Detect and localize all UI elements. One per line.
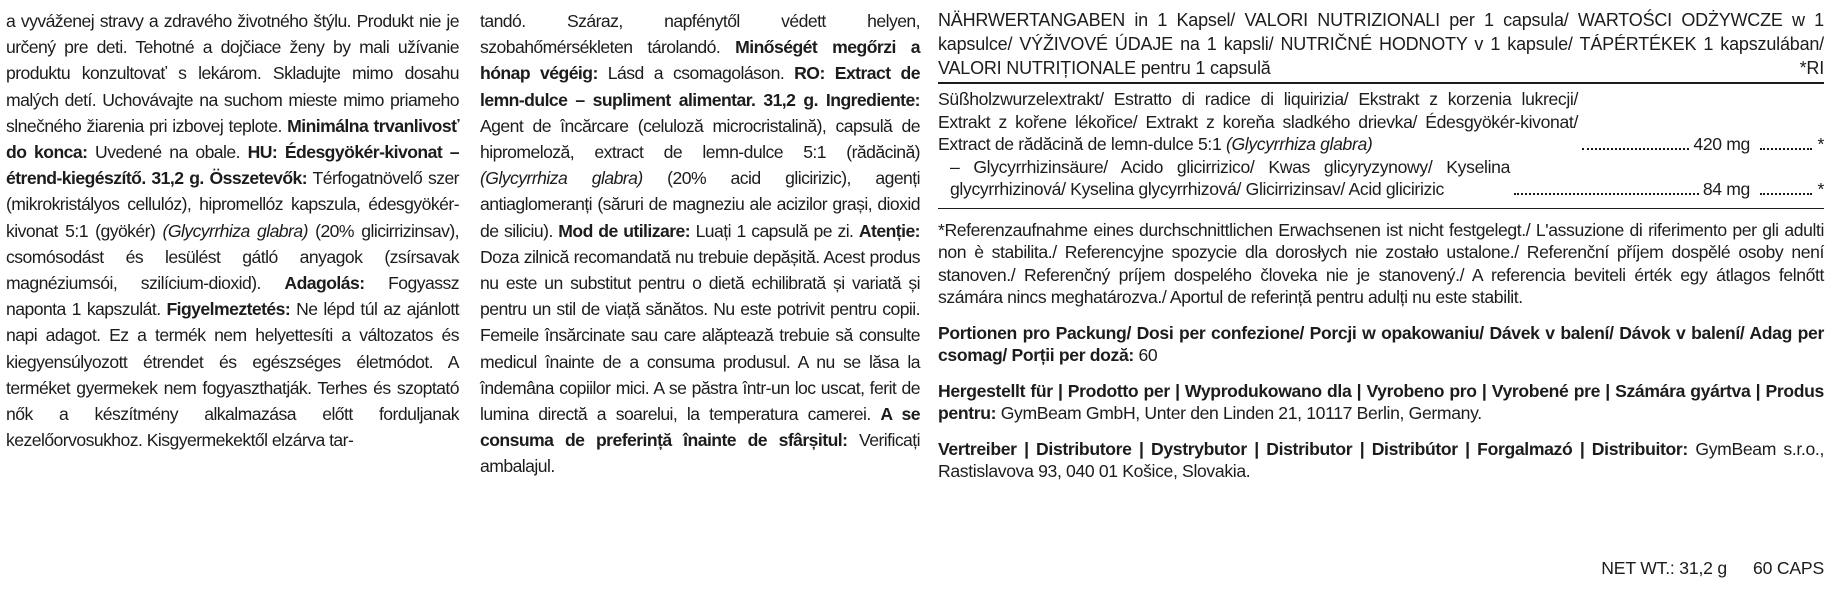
dot-leader xyxy=(1760,148,1812,150)
dot-leader xyxy=(1582,148,1689,150)
hu-dosage-label: Adagolás: xyxy=(284,273,365,294)
dot-leader xyxy=(1760,193,1812,195)
ro-latin-name: (Glycyrrhiza glabra) xyxy=(480,168,643,189)
ro-warning-text: Doza zilnică recomandată nu trebuie depășită. Acest produs nu este un substitut pentru o dietă echilibrată și variată și pentru un stil de viață sănătos. Nu este potrivit pentru copii. Femeile însărcinate sau care alăptează trebuie să consulte medicul înainte de a consuma produsul. A nu se lăsa la îndemâna copiilor mici. A se păstra într-un loc uscat, ferit de lumina directă a soarelui, la temperatura camerei. xyxy=(480,246,920,425)
hu-ingredients-text: Térfogatnövelő szer (mikrokristályos cellulóz), hipromellóz kapszula, édesgyökér-kivonat 5:1 (gyökér) xyxy=(6,168,459,241)
nutrition-table-header xyxy=(938,8,1824,80)
hu-warning-label: Figyelmeztetés: xyxy=(166,299,291,320)
hu-ingredients-label: Összetevők: xyxy=(209,168,308,189)
nutrient-name: Süßholzwurzelextrakt/ Estratto di radice di liquirizia/ Ekstrakt z korzenia lukrecji/ Extrakt z kořene lékořice/ Extrakt z koreňa sladkého drievka/ Édesgyökér-kivonat/ Extract de rădăcină de lemn-dulce 5:1 xyxy=(938,89,1578,154)
nutrient-amount: 420 mg xyxy=(1693,134,1750,154)
ro-bbd-text: Verificați ambalajul. xyxy=(480,430,920,477)
net-weight: NET WT.: 31,2 g xyxy=(1601,558,1728,578)
hu-warning-text: Ne lépd túl az ajánlott napi adagot. Ez a termék nem helyettesíti a változatos és kiegyensúlyozott étrendet és egészséges életmódot. A terméket gyermekek nem fogyaszthatják. Terhes és szoptató nők a készítmény alkalmazása előtt forduljanak kezelőorvosukhoz. Kisgyermekektől elzárva tar- xyxy=(6,299,459,451)
manufacturer-address: GymBeam GmbH, Unter den Linden 21, 10117 Berlin, Germany. xyxy=(1000,403,1482,423)
nutrition-header-text: NÄHRWERTANGABEN in 1 Kapsel/ VALORI NUTRIZIONALI per 1 capsula/ WARTOŚCI ODŻYWCZE w 1 kapsulce/ VÝŽIVOVÉ ÚDAJE na 1 kapsli/ NUTRIČNÉ HODNOTY v 1 kapsule/ TÁPÉRTÉKEK 1 kapszulában/ VALORI NUTRIȚIONALE pentru 1 capsulă xyxy=(938,10,1824,78)
portions-value: 60 xyxy=(1138,345,1158,365)
hu-ingredients-text-2: (20% glicirrizinsav), csomósodást és lesülést gátló anyagok (zsírsavak magnéziumsói, szilícium-dioxid). xyxy=(6,220,459,294)
manufacturer-label: Hergestellt für | Prodotto per | Wyprodukowano dla | Vyrobeno pro | Vyrobené pre | Számára gyártva | Produs pentru: xyxy=(938,380,1824,423)
distributor-label: Vertreiber | Distributore | Dystrybutor | Distributor | Distribútor | Forgalmazó | Distribuitor: xyxy=(938,438,1688,459)
table-rule-top xyxy=(938,82,1824,84)
portions-info xyxy=(938,322,1824,367)
hu-title: HU: Édesgyökér-kivonat – étrend-kiegészítő. 31,2 g. xyxy=(6,142,459,189)
hu-bbd-text: Lásd a csomagoláson. xyxy=(607,63,785,84)
sk-bbd-text: Uvedené na obale. xyxy=(95,142,240,163)
hu-bbd-label: Minőségét megőrzi a hónap végéig: xyxy=(480,37,920,84)
ro-ingredients-text-2: (20% acid glicirizic), agenți antiaglomeranți (săruri de magneziu ale acizilor grași, dioxid de siliciu). xyxy=(480,168,920,241)
nutrient-ri: * xyxy=(1817,179,1824,199)
sk-bbd-label: Minimálna trvanlivosť do konca: xyxy=(6,115,459,163)
net-weight-line xyxy=(1601,558,1824,579)
ro-title: RO: Extract de lemn-dulce – supliment alimentar. 31,2 g. xyxy=(480,63,920,110)
portions-label: Portionen pro Packung/ Dosi per confezione/ Porcji w opakowaniu/ Dávek v balení/ Dávok v balení/ Adag per csomag/ Porții per doză: xyxy=(938,322,1824,365)
ro-warning-label: Atenție: xyxy=(858,220,920,241)
nutrition-row-glycyrrhizic-acid xyxy=(938,156,1824,201)
ro-bbd-label: A se consuma de preferință înainte de sfârșitul: xyxy=(480,404,921,451)
sk-text-tail: a vyváženej stravy a zdravého životného štýlu. Produkt nie je určený pre deti. Tehotné a dojčiace ženy by mali užívanie produktu konzultovať s lekárom. Skladujte mimo dosahu malých detí. Uchovávajte na suchom mieste mimo priameho slnečného žiarenia pri izbovej teplote. xyxy=(6,11,459,136)
ro-dosage-label: Mod de utilizare: xyxy=(558,220,691,241)
nutrient-name: – Glycyrrhizinsäure/ Acido glicirrizico/ Kwas glicyryzynowy/ Kyselina glycyrrhizinová/ Kyselina glycyrrhizová/ Glicirrizinsav/ Acid glicirizic xyxy=(950,156,1510,199)
text-column-sk-hu xyxy=(6,8,459,453)
nutrition-column xyxy=(938,8,1824,483)
nutrition-row-licorice-extract xyxy=(938,88,1824,156)
hu-latin-name: (Glycyrrhiza glabra) xyxy=(162,220,308,241)
ro-dosage-text: Luați 1 capsulă pe zi. xyxy=(695,220,854,241)
text-column-hu-ro xyxy=(480,8,920,480)
nutrient-latin-name: (Glycyrrhiza glabra) xyxy=(1225,134,1373,154)
capsule-count: 60 CAPS xyxy=(1753,558,1824,578)
table-rule-bottom xyxy=(938,208,1824,209)
ro-ingredients-text: Agent de încărcare (celuloză microcristalină), capsulă de hipromeloză, extract de lemn-dulce 5:1 (rădăcină) xyxy=(480,115,920,163)
nutrient-amount: 84 mg xyxy=(1702,179,1750,199)
hu-text-tail: tandó. Száraz, napfénytől védett helyen, szobahőmérsékleten tárolandó. xyxy=(480,11,920,58)
distributor-address: GymBeam s.r.o., Rastislavova 93, 040 01 Košice, Slovakia. xyxy=(938,438,1824,481)
dot-leader xyxy=(1514,193,1699,195)
hu-dosage-text: Fogyassz naponta 1 kapszulát. xyxy=(6,273,459,320)
nutrient-ri: * xyxy=(1817,134,1824,154)
distributor-info xyxy=(938,438,1824,483)
ro-ingredients-label: Ingrediente: xyxy=(825,89,920,110)
manufacturer-info xyxy=(938,380,1824,425)
ri-column-label: *RI xyxy=(1799,58,1824,78)
reference-intake-note: *Referenzaufnahme eines durchschnittlichen Erwachsenen ist nicht festgelegt./ L'assuzione di riferimento per gli adulti non è stabilita./ Referencyjne spozycie dla dorosłych nie zostało ustalone./ Referenční příjem dospělé osoby není stanoven./ Referenčný príjem dospelého človeka nie je stanovený./ A referencia beviteli érték egy átlagos felnőtt számára nincs meghatározva./ Aportul de referință pentru adulți nu este stabilit. xyxy=(938,219,1824,307)
